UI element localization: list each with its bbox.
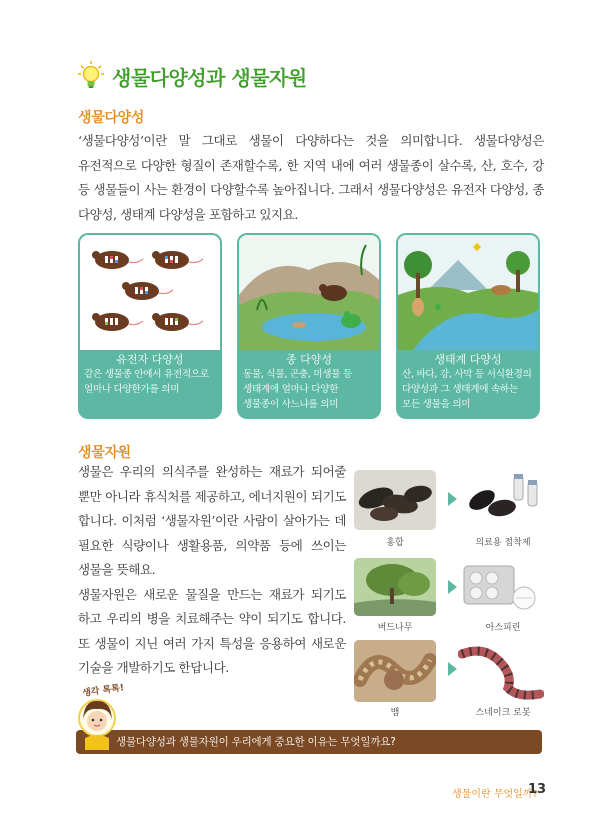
bioresources-paragraph-1: 생물은 우리의 의식주를 완성하는 재료가 되어줄 뿐만 아니라 휴식처를 제공하고, 에너지원이 되기도 합니다. 이처럼 ‘생물자원’이란 사람이 살아가는 데 필요한 식량이나 생활용품, 의약품 등에 쓰이는 생물을 뜻해요. xyxy=(78,464,346,577)
snake-photo xyxy=(354,640,436,702)
medical-adhesive-image xyxy=(462,468,544,530)
willow-photo xyxy=(354,558,436,616)
arrow-icon xyxy=(448,580,457,594)
arrow-icon xyxy=(448,492,457,506)
genetic-diversity-card xyxy=(78,233,222,419)
biodiversity-heading: 생물다양성 xyxy=(78,110,145,126)
card-title: 유전자 다양성 xyxy=(116,353,184,366)
girl-character-icon xyxy=(72,692,122,752)
caption-product: 스네이크 로봇 xyxy=(475,708,531,718)
page-title: 생물다양성과 생물자원 xyxy=(112,66,307,90)
mussel-photo xyxy=(354,470,436,530)
think-question: 생물다양성과 생물자원이 우리에게 중요한 이유는 무엇일까요? xyxy=(116,736,396,748)
think-label: 생각 톡톡! xyxy=(81,683,125,699)
species-diversity-card xyxy=(237,233,381,419)
pond-illustration xyxy=(239,235,379,350)
bioresources-paragraph xyxy=(78,460,346,681)
card-description: 동물, 식물, 곤충, 미생물 등 생태계에 얼마나 다양한 생물종이 사느냐를 의미 xyxy=(243,369,352,410)
card-title: 종 다양성 xyxy=(285,353,332,366)
page-number: 13 xyxy=(528,782,547,797)
arrow-icon xyxy=(448,662,457,676)
mice-illustration xyxy=(80,235,220,350)
aspirin-image xyxy=(462,560,544,618)
lightbulb-icon xyxy=(78,60,104,90)
caption-product: 아스피린 xyxy=(485,623,521,633)
caption-source: 버드나무 xyxy=(377,623,413,633)
caption-source: 뱀 xyxy=(390,708,400,718)
biodiversity-paragraph: ‘생물다양성’이란 말 그대로 생물이 다양하다는 것을 의미합니다. 생물다양성은 유전적으로 다양한 형질이 존재할수록, 한 지역 내에 여러 생물종이 살수록, 산, 호수, 강 등 생물들이 사는 환경이 다양할수록 높아집니다. 그래서 생물다양성은 유전자 다양성, 종 다양성, 생태계 다양성을 포함하고 있지요. xyxy=(78,133,544,222)
footer-chapter-label: 생물이란 무엇일까? xyxy=(452,789,538,800)
ecosystem-illustration xyxy=(398,235,538,350)
caption-product: 의료용 접착제 xyxy=(475,538,531,548)
bioresources-paragraph-2: 생물자원은 새로운 물질을 만드는 재료가 되기도 하고 우리의 병을 치료해주는 약이 되기도 합니다. 또 생물이 지닌 여러 가지 특성을 응용하여 새로운 기술을 개발하기도 한답니다. xyxy=(78,586,346,675)
caption-source: 홍합 xyxy=(386,538,404,548)
card-description: 산, 바다, 강, 사막 등 서식환경의 다양성과 그 생태계에 속하는 모든 생물을 의미 xyxy=(402,369,532,410)
card-description: 같은 생물종 안에서 유전적으로 얼마나 다양한가를 의미 xyxy=(84,369,209,395)
ecosystem-diversity-card xyxy=(396,233,540,419)
snake-robot-image xyxy=(458,638,544,702)
bioresources-heading: 생물자원 xyxy=(78,445,131,461)
card-title: 생태계 다양성 xyxy=(434,353,502,366)
